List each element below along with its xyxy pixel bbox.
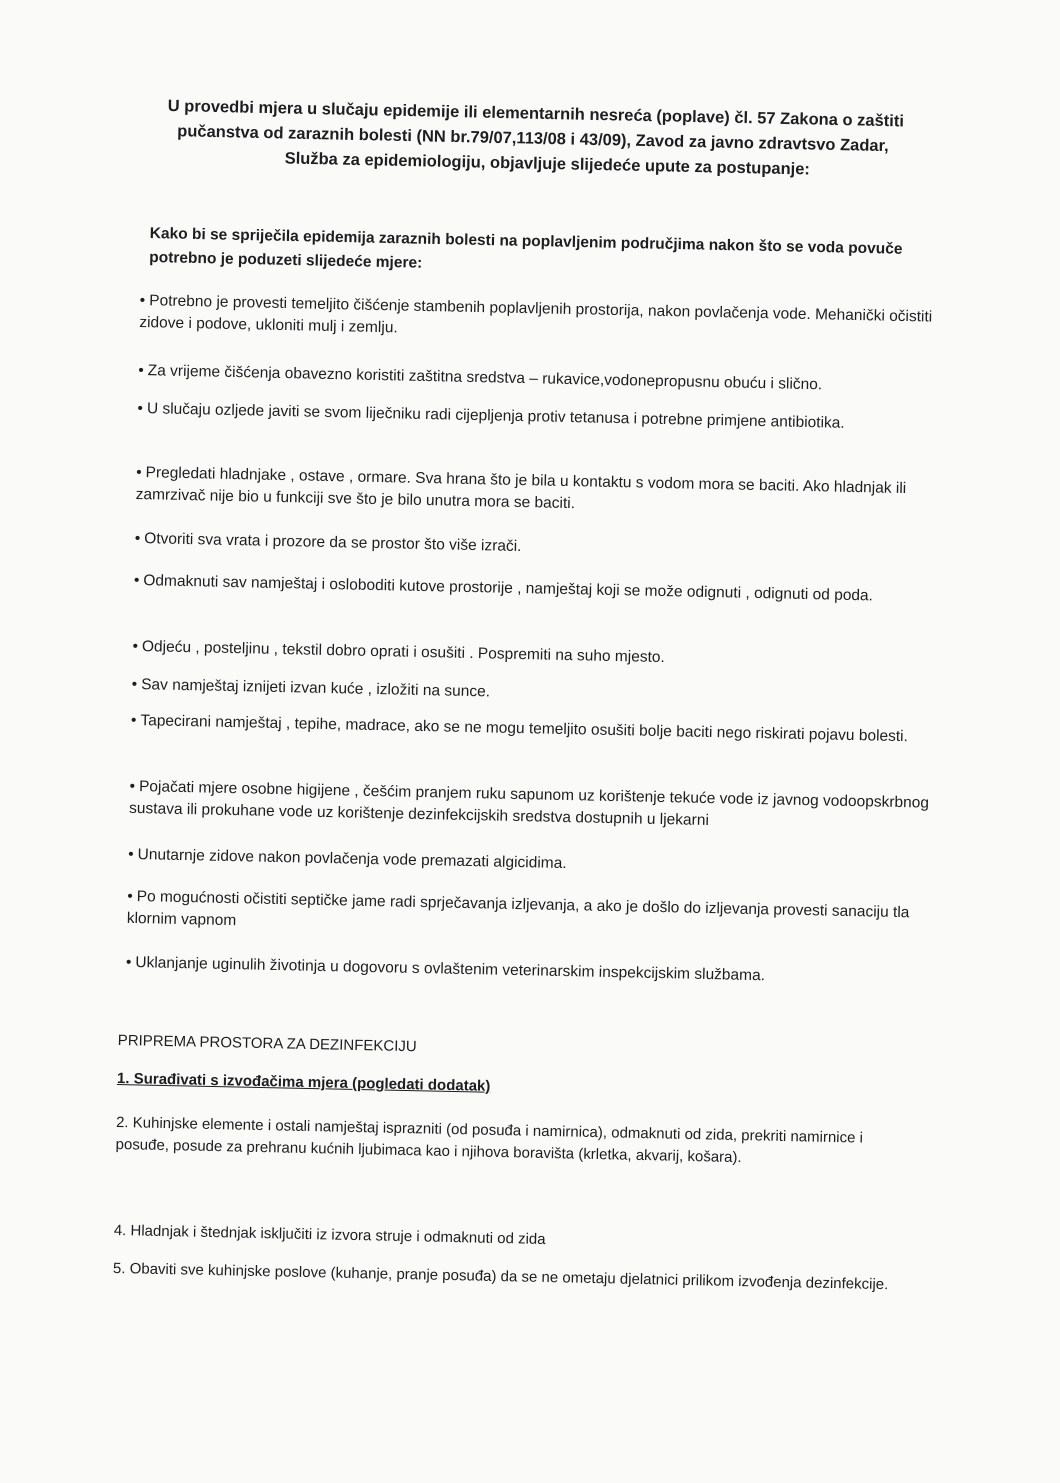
measure-text: Sav namještaj iznijeti izvan kuće , izložiti na sunce. bbox=[140, 676, 491, 701]
disinfection-preparation-section bbox=[112, 1030, 918, 1294]
measure-item bbox=[134, 570, 934, 609]
section-step: 2. Kuhinjske elemente i ostali namještaj isprazniti (od posuđa i namirnica), odmaknuti od zida, prekriti namirnice i posuđe, posude za prehranu kućnih ljubimaca kao i njihova boravišta (krletka, akvarij, košara). bbox=[115, 1113, 864, 1167]
bullet-icon: • bbox=[130, 711, 137, 730]
bullet-icon: • bbox=[136, 463, 142, 482]
bullet-icon: • bbox=[131, 675, 138, 694]
measure-text: U slučaju ozljede javiti se svom liječniku radi cijepljenja protiv tetanusa i potrebne primjene antibiotika. bbox=[146, 400, 845, 432]
lead-paragraph: Kako bi se spriječila epidemija zaraznih bolesti na poplavljenim područjima nakon što se voda povuče potrebno je poduzeti slijedeće mjere: bbox=[149, 224, 903, 272]
bullet-icon: • bbox=[129, 777, 136, 796]
bullet-icon: • bbox=[138, 361, 144, 380]
measure-item bbox=[135, 528, 935, 567]
bullet-icon: • bbox=[125, 953, 132, 971]
measure-item bbox=[131, 674, 931, 713]
measure-item bbox=[126, 952, 926, 991]
bullet-icon: • bbox=[137, 399, 144, 418]
measure-text: Za vrijeme čišćenja obavezno koristiti zaštitna sredstva – rukavice,vodonepropusnu obuću i slično. bbox=[147, 362, 823, 394]
measure-item bbox=[135, 462, 936, 523]
measure-item bbox=[137, 398, 937, 437]
measure-item bbox=[138, 360, 938, 399]
bullet-icon: • bbox=[127, 887, 133, 905]
measure-text: Otvoriti sva vrata i prozore da se prostor što više izrači. bbox=[144, 530, 522, 556]
intro-line-2: pučanstva od zaraznih bolesti (NN br.79/07,113/08 i 43/09), Zavod za javno zdravtsvo Zadar, bbox=[177, 122, 889, 156]
measure-text: Odmaknuti sav namještaj i osloboditi kutove prostorije , namještaj koji se može odignuti , odignuti od poda. bbox=[143, 572, 874, 605]
bullet-icon: • bbox=[134, 529, 141, 548]
measure-text: Odjeću , posteljinu , tekstil dobro oprati i osušiti . Pospremiti na suho mjesto. bbox=[141, 638, 665, 667]
intro-line-3: Služba za epidemiologiju, objavljuje slijedeće upute za postupanje: bbox=[284, 149, 811, 179]
measure-text: Pojačati mjere osobne higijene , češćim pranjem ruku sapunom uz korištenje tekuće vode iz javnog vodoopskrbnog sustava ili prokuhane vode uz korištenje dezinfekcijskih sredstva dostupnih u ljekarni bbox=[128, 778, 930, 830]
measure-text: Po mogućnosti očistiti septičke jame radi sprječavanja izljevanja, a ako je došlo do izljevanja provesti sanaciju tla klornim vapnom bbox=[126, 888, 910, 930]
measure-item bbox=[128, 844, 928, 883]
measure-text: Potrebno je provesti temeljito čišćenje stambenih poplavljenih prostorija, nakon povlačenja vode. Mehanički očistiti zidove i podove, ukloniti mulj i zemlju. bbox=[139, 292, 933, 337]
section-step: 4. Hladnjak i štednjak isključiti iz izvora struje i odmaknuti od zida bbox=[113, 1221, 546, 1248]
measure-item bbox=[139, 290, 940, 351]
bullet-icon: • bbox=[133, 571, 140, 590]
section-step-1: 1. Surađivati s izvođačima mjera (pogledati dodatak) bbox=[116, 1069, 491, 1095]
measure-item bbox=[132, 636, 932, 675]
intro-line-1: U provedbi mjera u slučaju epidemije ili elementarnih nesreća (poplave) čl. 57 Zakona o zaštiti bbox=[167, 96, 905, 131]
bullet-icon: • bbox=[132, 637, 139, 656]
section-heading: PRIPREMA PROSTORA ZA DEZINFEKCIJU bbox=[117, 1031, 417, 1056]
measure-text: Pregledati hladnjake , ostave , ormare. Sva hrana što je bila u kontaktu s vodom mora se baciti. Ako hladnjak ili zamrzivač nije bio u funkciji sve što je bilo unutra mora se baciti. bbox=[135, 464, 907, 513]
measure-item bbox=[129, 776, 930, 837]
measure-text: Uklanjanje uginulih životinja u dogovoru s ovlaštenim veterinarskim inspekcijskim službama. bbox=[135, 954, 766, 985]
bullet-icon: • bbox=[127, 845, 134, 863]
section-step: 5. Obaviti sve kuhinjske poslove (kuhanje, pranje posuđa) da se ne ometaju djelatnici prilikom izvođenja dezinfekcije. bbox=[112, 1259, 889, 1294]
measure-text: Tapecirani namještaj , tepihe, madrace, ako se ne mogu temeljito osušiti bolje baciti nego riskirati pojavu bolesti. bbox=[140, 712, 909, 746]
measure-item bbox=[127, 886, 928, 947]
measure-text: Unutarnje zidove nakon povlačenja vode premazati algicidima. bbox=[137, 846, 567, 873]
bullet-icon: • bbox=[139, 291, 146, 310]
measure-item bbox=[131, 710, 931, 749]
intro-paragraph bbox=[166, 94, 957, 186]
measures-list bbox=[125, 290, 940, 985]
